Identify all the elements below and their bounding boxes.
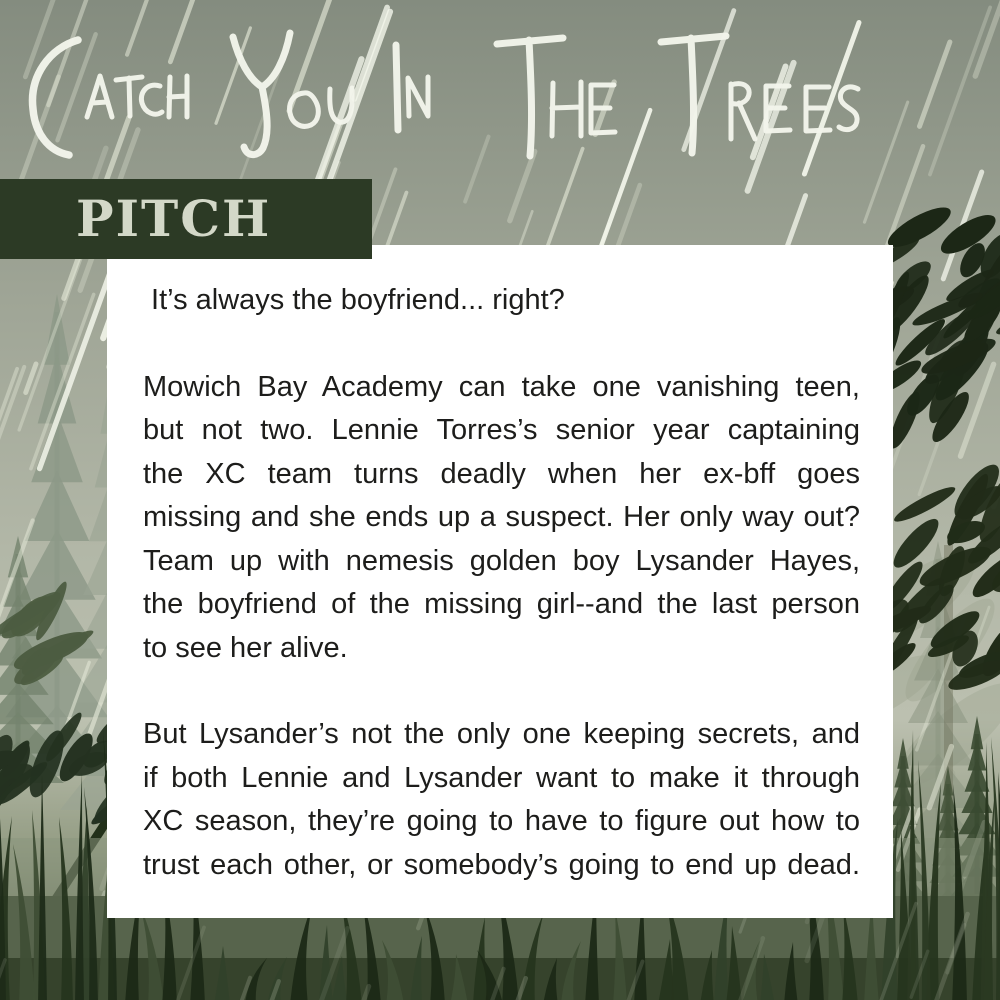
pitch-banner-label: PITCH (76, 189, 272, 248)
pitch-line: to see her alive. (143, 631, 348, 664)
pitch-line: Mowich Bay Academy can take one vanishing teen, (143, 370, 860, 403)
pitch-line: trust each other, or somebody’s going to end up dead. (143, 848, 860, 881)
pitch-line: Team up with nemesis golden boy Lysander Hayes, (143, 544, 860, 577)
pitch-line: the boyfriend of the missing girl--and the last person (143, 588, 860, 620)
pitch-line: the XC team turns deadly when her ex-bff goes (143, 457, 860, 490)
pitch-line: It’s always the boyfriend... right? (143, 284, 565, 316)
pitch-paragraph-hook (143, 279, 860, 323)
pitch-card (107, 245, 893, 918)
pitch-line: if both Lennie and Lysander want to make it through (143, 761, 860, 794)
title-word-trees (661, 36, 858, 153)
title-word-in (396, 45, 428, 130)
title-word-catch (33, 40, 187, 155)
title-word-the (497, 38, 615, 156)
book-title-lettering (0, 0, 1000, 190)
pitch-line: missing and she ends up a suspect. Her only way out? (143, 501, 860, 533)
pitch-line: XC season, they’re going to have to figure out how to (143, 805, 860, 837)
title-word-you (233, 33, 352, 155)
pitch-line: But Lysander’s not the only one keeping secrets, and (143, 718, 860, 750)
pitch-line: but not two. Lennie Torres’s senior year captaining (143, 414, 860, 446)
pitch-paragraph-setup (143, 366, 860, 671)
pitch-paragraph-stakes (143, 713, 860, 887)
pitch-banner (0, 179, 372, 259)
